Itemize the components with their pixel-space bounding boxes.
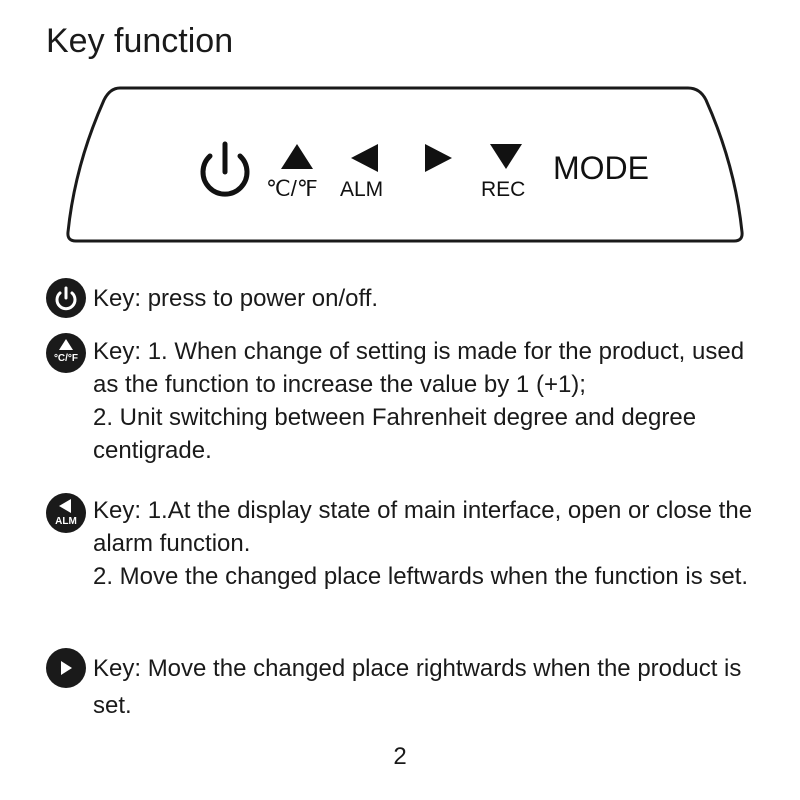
temp-unit-label: ℃/℉ (266, 176, 318, 201)
left-key-entry (46, 493, 776, 593)
up-badge-icon (46, 333, 86, 373)
page-title: Key function (46, 22, 234, 60)
power-key-icon[interactable] (196, 140, 254, 202)
down-key-icon[interactable] (490, 144, 522, 170)
power-key-description: Key: press to power on/off. (93, 285, 379, 312)
left-badge-icon (46, 493, 86, 533)
left-key-description-2: 2. Move the changed place leftwards when the function is set. (93, 563, 749, 590)
power-badge-icon (46, 278, 86, 318)
left-key-description-1: Key: 1.At the display state of main interface, open or close the alarm function. (93, 497, 753, 557)
up-key-description-2: 2. Unit switching between Fahrenheit degree and degree centigrade. (93, 404, 697, 464)
page-number: 2 (393, 743, 407, 770)
right-key-description: Key: Move the changed place rightwards when the product is set. (93, 655, 742, 719)
power-key-entry (46, 278, 776, 315)
up-badge-label: °C/°F (53, 353, 79, 364)
up-key-icon[interactable] (281, 144, 313, 170)
alm-label: ALM (340, 178, 384, 201)
left-key-icon[interactable] (351, 144, 379, 172)
right-key-icon[interactable] (424, 144, 452, 172)
rec-label: REC (481, 178, 526, 201)
up-key-entry (46, 333, 776, 467)
keypad-panel (0, 0, 800, 260)
mode-key[interactable]: MODE (553, 150, 649, 186)
right-key-entry (46, 648, 776, 724)
right-badge-icon (46, 648, 86, 688)
up-key-description-1: Key: 1. When change of setting is made for the product, used as the function to increase the value by 1 (+1); (93, 338, 745, 398)
left-badge-label: ALM (55, 516, 77, 527)
